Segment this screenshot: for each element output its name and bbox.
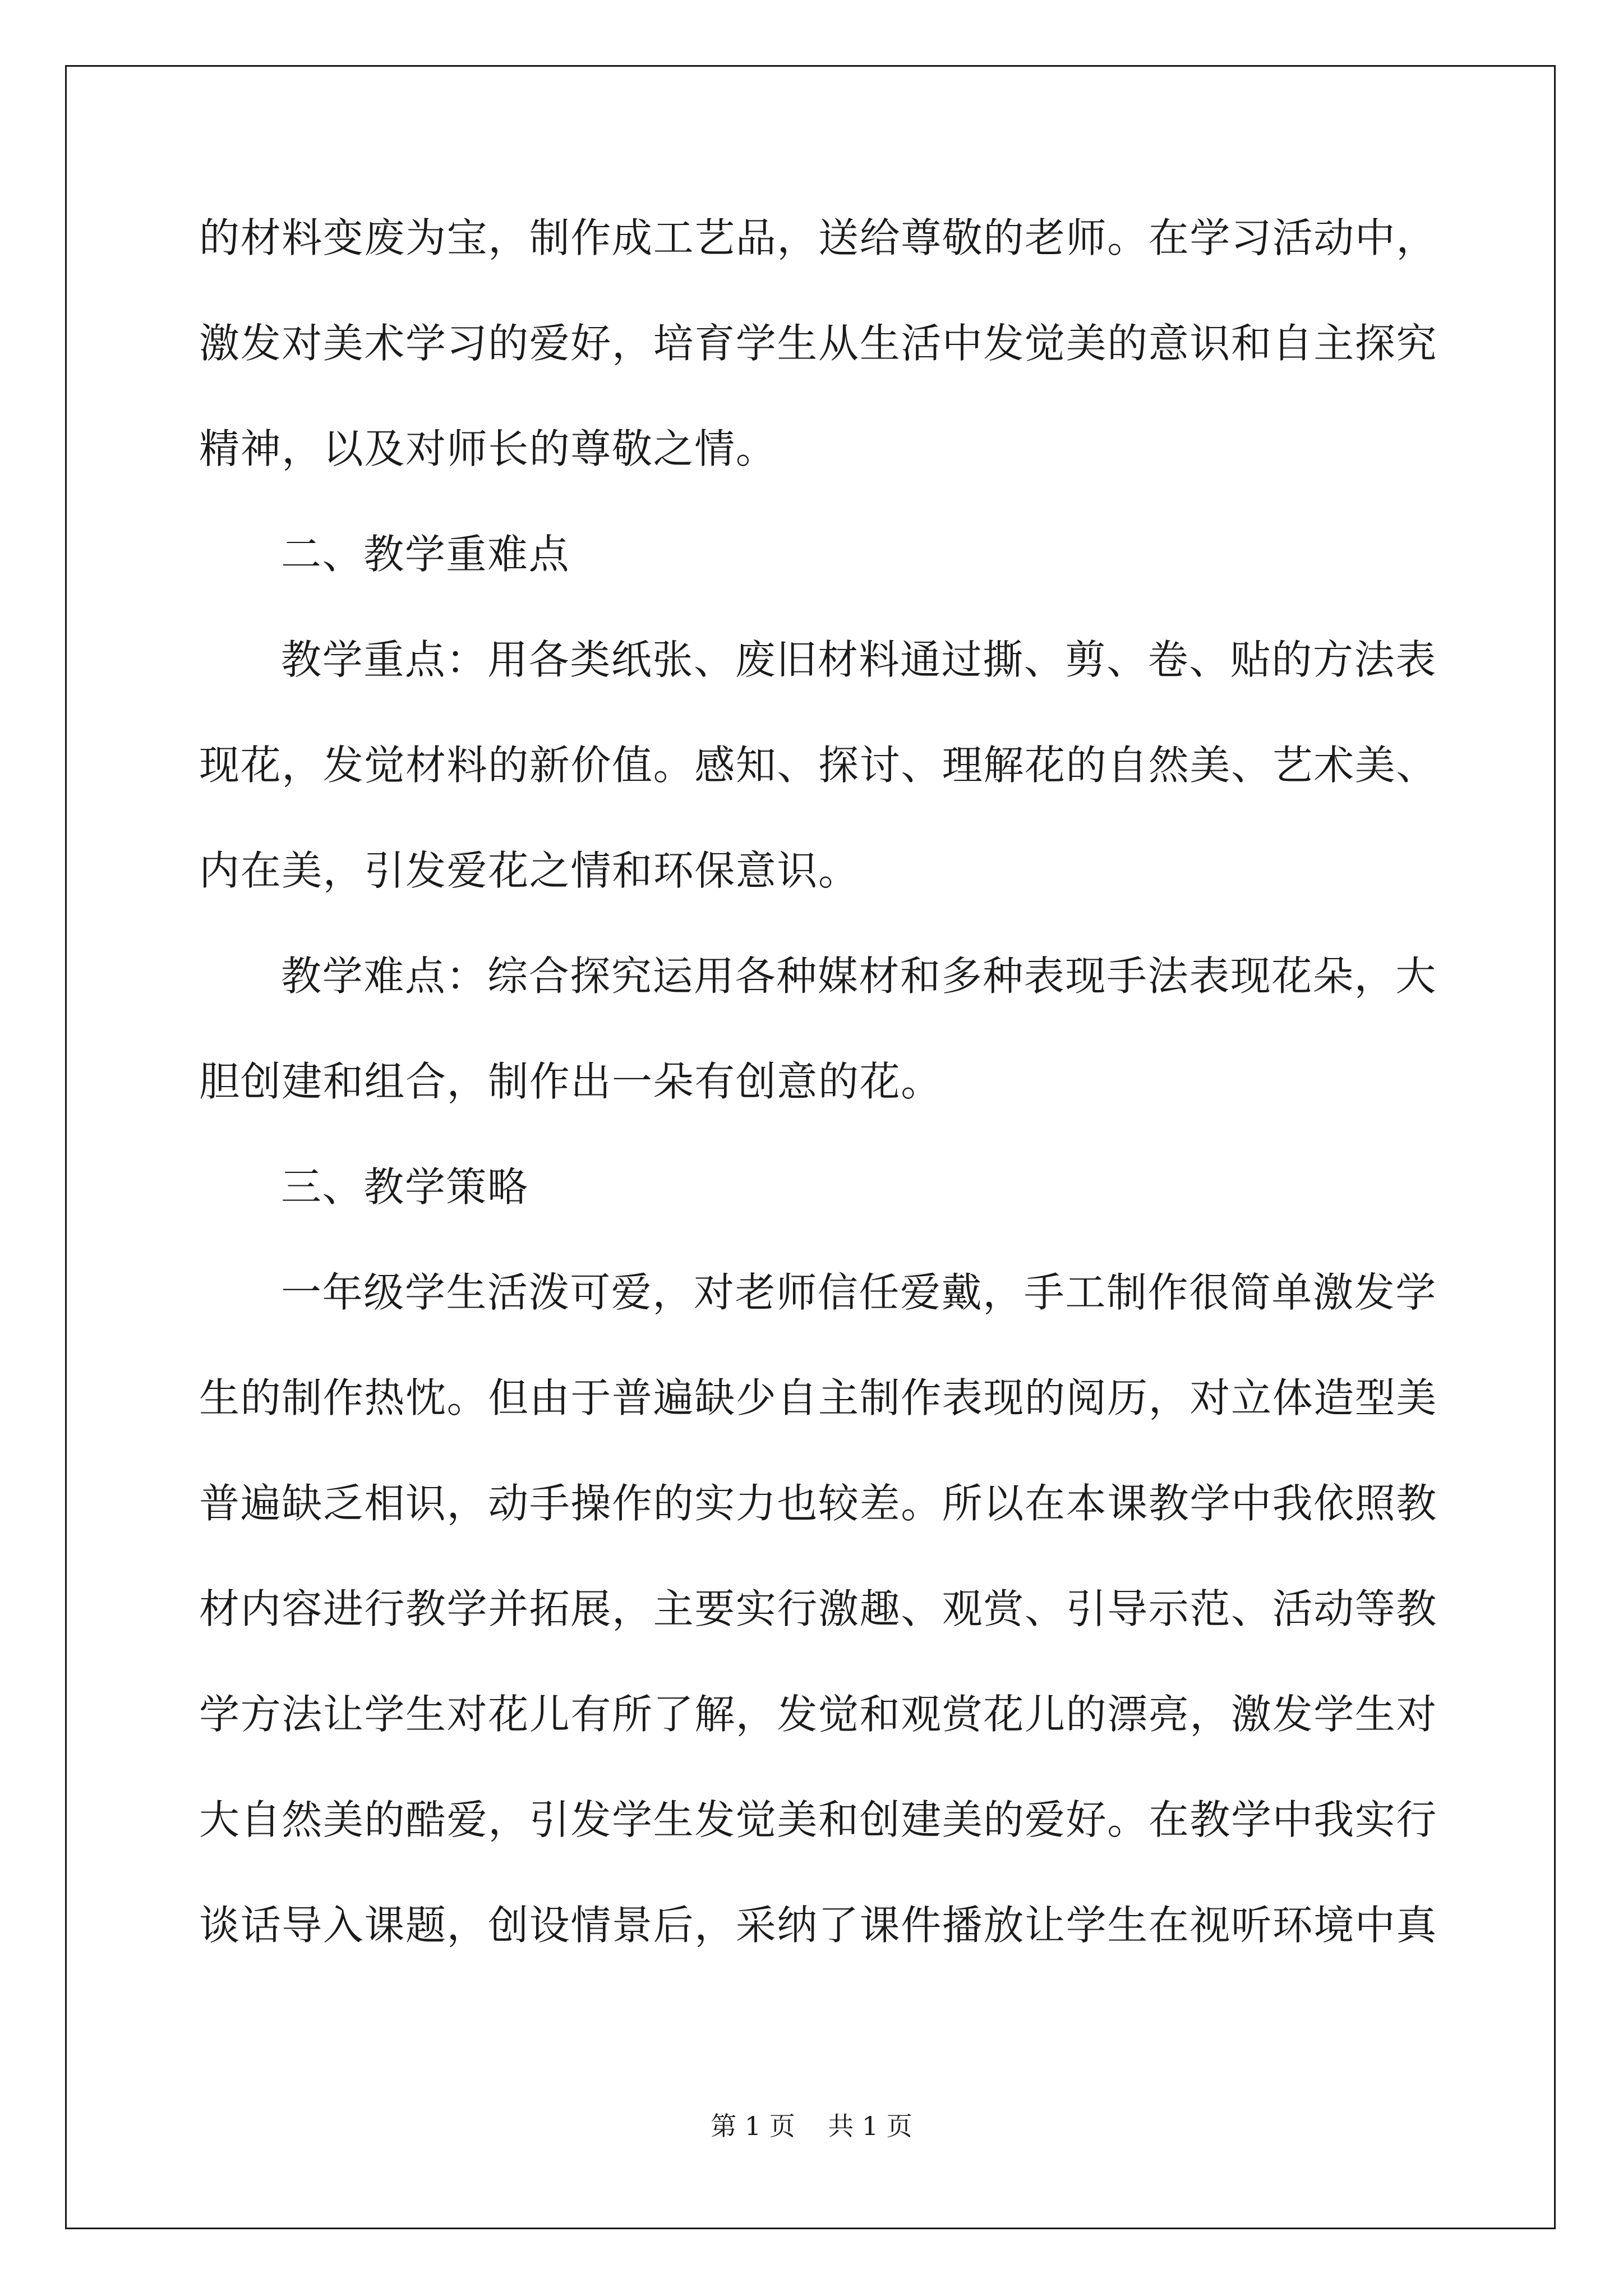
text-line: 教学难点：综合探究运用各种媒材和多种表现手法表现花朵，大: [281, 953, 1437, 1000]
document-body: [199, 185, 1438, 1978]
text-line: 学方法让学生对花儿有所了解，发觉和观赏花儿的漂亮，激发学生对: [199, 1691, 1438, 1738]
section-heading: 三、教学策略: [281, 1163, 529, 1211]
text-line: 精神，以及对师长的尊敬之情。: [199, 425, 777, 472]
text-line: 生的制作热忱。但由于普遍缺少自主制作表现的阅历，对立体造型美: [199, 1374, 1438, 1421]
text-line: 内在美，引发爱花之情和环保意识。: [199, 847, 860, 894]
text-line: 教学重点：用各类纸张、废旧材料通过撕、剪、卷、贴的方法表: [281, 636, 1437, 683]
text-line: 一年级学生活泼可爱，对老师信任爱戴，手工制作很简单激发学: [281, 1269, 1437, 1316]
text-line: 材内容进行教学并拓展，主要实行激趣、观赏、引导示范、活动等教: [199, 1585, 1438, 1632]
page-number-footer: 第 1 页 共 1 页: [711, 2111, 912, 2141]
text-line: 的材料变废为宝，制作成工艺品，送给尊敬的老师。在学习活动中，: [199, 214, 1438, 261]
section-heading: 二、教学重难点: [281, 531, 570, 578]
text-line: 谈话导入课题，创设情景后，采纳了课件播放让学生在视听环境中真: [199, 1902, 1438, 1949]
text-line: 激发对美术学习的爱好，培育学生从生活中发觉美的意识和自主探究: [199, 320, 1438, 367]
text-line: 现花，发觉材料的新价值。感知、探讨、理解花的自然美、艺术美、: [199, 742, 1438, 789]
text-line: 胆创建和组合，制作出一朵有创意的花。: [199, 1058, 942, 1105]
text-line: 大自然美的酷爱，引发学生发觉美和创建美的爱好。在教学中我实行: [199, 1796, 1438, 1843]
text-line: 普遍缺乏相识，动手操作的实力也较差。所以在本课教学中我依照教: [199, 1480, 1438, 1527]
